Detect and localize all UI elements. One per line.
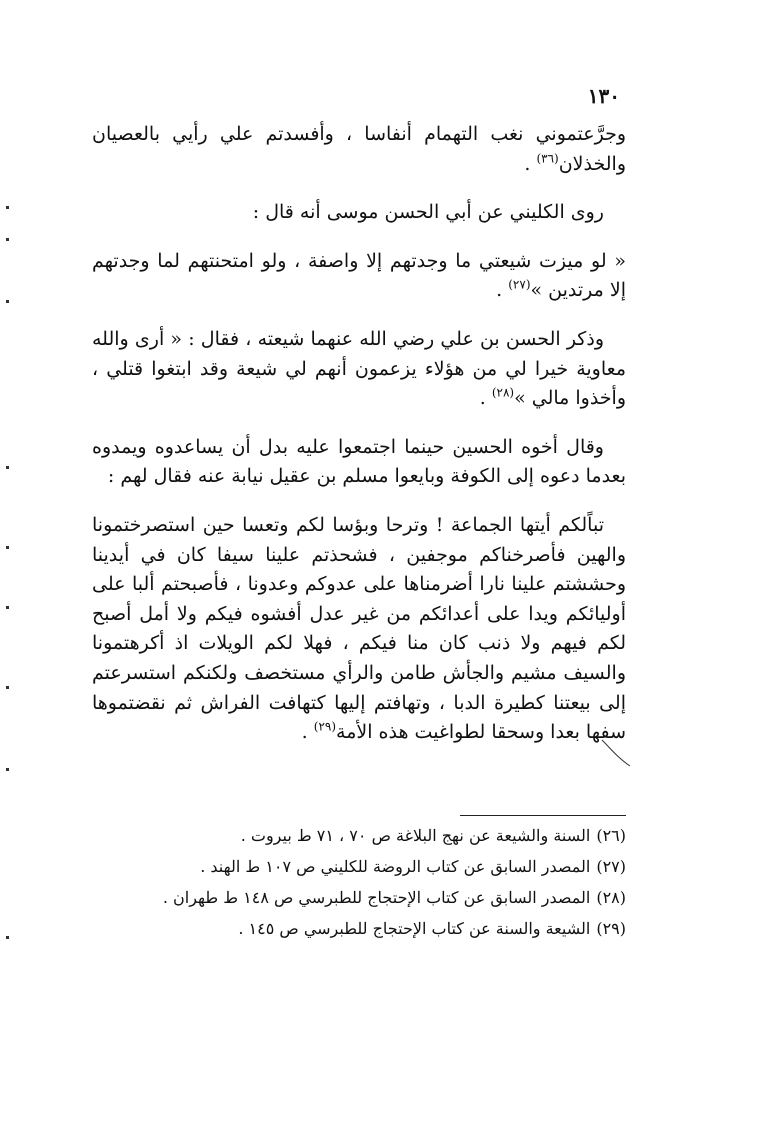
paragraph-1-tail: . [524,152,537,175]
paragraph-2 [92,198,626,228]
paragraph-1-text: وجرَّعتموني نغب التهمام أنفاسا ، وأفسدتم علي رأيي بالعصيان والخذلان [92,123,626,175]
paragraph-4-tail: . [479,387,492,410]
footnote-29 [92,915,626,943]
paragraph-4-text: وذكر الحسن بن علي رضي الله عنهما شيعته ، فقال : « أرى والله معاوية خيرا لي من هؤلاء يزعمون أنهم لي شيعة وقد ابتغوا قتلي ، وأخذوا مالي » [92,327,626,410]
body-text [92,120,626,748]
footnote-ref-29: (٢٩) [313,719,337,734]
paragraph-6-text: تباًلكم أيتها الجماعة ! وترحا وبؤسا لكم وتعسا حين استصرختمونا والهين فأصرخناكم موجفين ، فشحذتم علينا سيفا كان في أيدينا وحششتم علينا نارا أضرمناها على عدوكم وعدونا ، فأصبحتم ألبا على أوليائكم ويدا على أعدائكم من غير عدل أفشوه فيكم ولا أمل أصبح لكم فيهم ولا ذنب كان منا فيكم ، فهلا لكم الويلات اذ أكرهتمونا والسيف مشيم والجأش طامن والرأي مستخصف ولكنكم استسرعتم إلى بيعتنا كطيرة الدبا ، وتهافتم إليها كتهافت الفراش ثم نقضتموها سفها بعدا وسحقا لطواغيت هذه الأمة [92,513,626,744]
footnote-28 [92,884,626,912]
footnote-number: (٢٨) [596,888,626,907]
footnote-text: المصدر السابق عن كتاب الروضة للكليني ص ١٠٧ ط الهند . [200,857,591,876]
footnote-ref-36: (٣٦) [536,151,559,166]
paragraph-1 [92,120,626,179]
footnote-text: الشيعة والسنة عن كتاب الإحتجاج للطبرسي ص ١٤٥ . [238,919,591,938]
footnote-ref-28: (٢٨) [491,385,515,400]
page-number: ١٣٠ [587,84,620,108]
footnote-text: السنة والشيعة عن نهج البلاغة ص ٧٠ ، ٧١ ط بيروت . [240,826,591,845]
scan-speck [6,546,9,549]
scan-speck [6,466,9,469]
footnotes [92,822,626,946]
scan-speck [6,300,9,303]
footnote-ref-27: (٢٧) [508,278,531,293]
paragraph-5-text: وقال أخوه الحسين حينما اجتمعوا عليه بدل أن يساعدوه ويمدوه بعدما دعوه إلى الكوفة وبايعوا مسلم بن عقيل نيابة عنه فقال لهم : [92,435,626,488]
paragraph-6-tail: . [301,721,314,744]
scan-speck [6,238,9,241]
scan-speck [6,768,9,771]
footnote-divider [460,815,626,816]
footnote-26 [92,822,626,850]
paragraph-2-text: روى الكليني عن أبي الحسن موسى أنه قال : [252,201,604,224]
footnote-text: المصدر السابق عن كتاب الإحتجاج للطبرسي ص ١٤٨ ط طهران . [162,888,591,907]
paragraph-4 [92,325,626,414]
scan-speck [6,686,9,689]
paragraph-3-tail: . [496,279,509,302]
footnote-number: (٢٦) [596,826,626,845]
paragraph-3 [92,247,626,306]
scan-speck [6,206,9,209]
footnote-27 [92,853,626,881]
footnote-number: (٢٧) [596,857,626,876]
paragraph-5 [92,433,626,492]
footnote-number: (٢٩) [596,919,626,938]
paragraph-6 [92,511,626,748]
scan-speck [6,936,9,939]
scan-speck [6,606,9,609]
pen-mark-icon [600,738,640,768]
paragraph-3-text: « لو ميزت شيعتي ما وجدتهم إلا واصفة ، ولو امتحنتهم لما وجدتهم إلا مرتدين » [92,249,626,302]
